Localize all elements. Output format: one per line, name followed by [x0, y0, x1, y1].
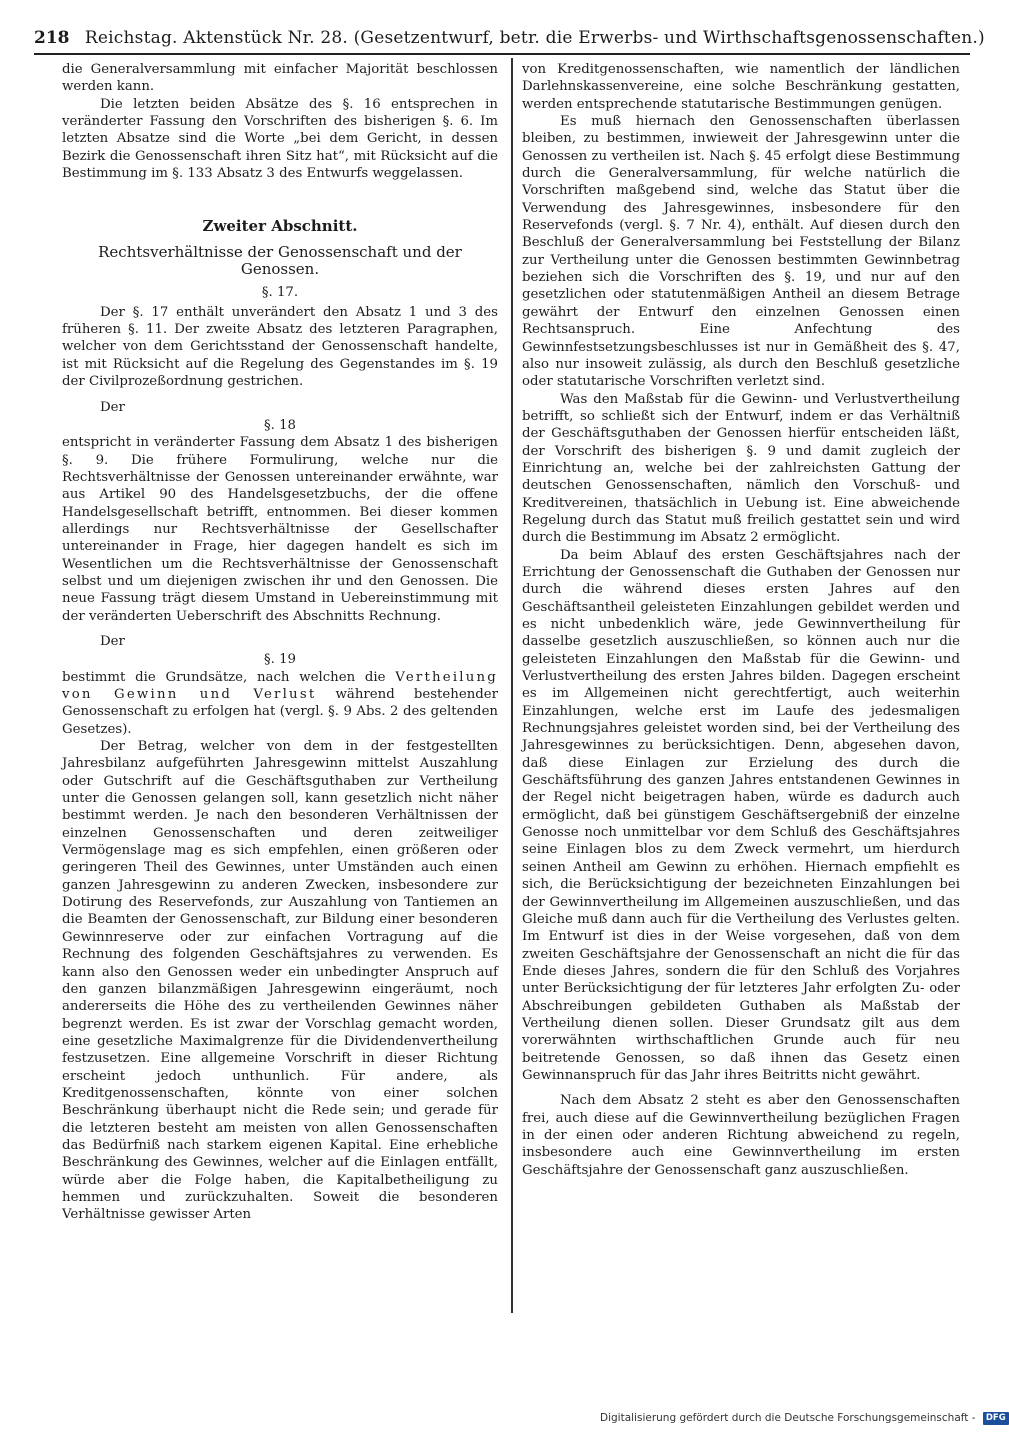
paragraph: von Kreditgenossenschaften, wie namentlich der ländlichen Darlehnskassenvereine, eine solche Beschränkung gestatten, werden entsprechende statutarische Bestimmungen genügen.: [522, 62, 960, 112]
page-number: 218: [34, 28, 70, 48]
left-column: [62, 61, 498, 1224]
part-subtitle: Rechtsverhältnisse der Genossenschaft und der Genossen.: [98, 242, 462, 279]
paragraph: die Generalversammlung mit einfacher Majorität beschlossen werden kann.: [62, 62, 498, 95]
paragraph: Was den Maßstab für die Gewinn- und Verlustvertheilung betrifft, so schließt sich der Entwurf, indem er das Verhältniß der Geschäftsguthaben der Genossen hierfür entscheiden läßt, der Vorschrift des bisherigen §. 9 und damit zugleich der Einrichtung an, welche bei der zahlreichsten Gattung der deutschen Genossenschaften, nämlich den Vorschuß- und Kreditvereinen, thatsächlich in Uebung ist. Eine abweichende Regelung durch das Statut muß freilich gestattet sein und wird durch die Bestimmung im Absatz 2 ermöglicht.: [522, 391, 960, 546]
running-head-title: Reichstag. Aktenstück Nr. 28. (Gesetzentwurf, betr. die Erwerbs- und Wirthschaftsgenossenschaften.): [84, 28, 985, 48]
section-heading-18: §. 18: [263, 417, 297, 433]
paragraph: Der §. 17 enthält unverändert den Absatz 1 und 3 des früheren §. 11. Der zweite Absatz des letzteren Paragraphen, welcher von dem Gerichtsstand der Genossenschaft handelte, ist mit Rücksicht auf die Regelung des Gegenstandes im §. 19 der Civilprozeßordnung gestrichen.: [62, 304, 498, 390]
section-heading-19: §. 19: [263, 652, 297, 668]
column-divider: [511, 58, 513, 1313]
paragraph: Es muß hiernach den Genossenschaften überlassen bleiben, zu bestimmen, inwieweit der Jahresgewinn unter die Genossen zu vertheilen ist. Nach §. 45 erfolgt diese Bestimmung durch die Generalversammlung, für welche natürlich die Vorschriften maßgebend sind, welche das Statut über die Verwendung des Jahresgewinnes, insbesondere für den Reservefonds (vergl. §. 7 Nr. 4), enthält. Auf diesen durch den Beschluß der Generalversammlung bei Feststellung der Bilanz zur Vertheilung unter die Genossen bestimmten Gewinnbetrag beziehen sich die Vorschriften des §. 19, und nur auf den gesetzlichen oder statutenmäßigen Antheil an diesem Betrage gewährt der Entwurf den einzelnen Genossen einen Rechtsanspruch. Eine Anfechtung des Gewinnfestsetzungsbeschlusses ist nur in Gemäßheit des §. 47, also nur insoweit zulässig, als durch den Beschluß gesetzliche oder statutarische Vorschriften verletzt sind.: [522, 114, 960, 390]
dfg-logo: DFG: [983, 1412, 1009, 1425]
text-run: während bestehender Genossenschaft zu erfolgen hat (vergl. §. 9 Abs. 2 des geltenden Gesetzes).: [62, 687, 498, 737]
digitization-credit: [600, 1410, 1006, 1426]
paragraph: Der Betrag, welcher von dem in der festgestellten Jahresbilanz aufgeführten Jahresgewinn mittelst Auszahlung oder Gutschrift auf die Geschäftsguthaben zur Vertheilung unter die Genossen gelangen soll, kann gesetzlich nicht näher bestimmt werden. Je nach den besonderen Verhältnissen der einzelnen Genossenschaften und deren zeitweiliger Vermögenslage mag es sich empfehlen, einen größeren oder geringeren Theil des Gewinnes, unter Umständen auch einen ganzen Jahresgewinn zu anderen Zwecken, insbesondere zur Dotirung des Reservefonds, zur Auszahlung von Tantiemen an die Beamten der Genossenschaft, zur Bildung einer besonderen Gewinnreserve oder zur einfachen Vortragung auf die Rechnung des folgenden Geschäftsjahres zu verwenden. Es kann also den Genossen weder ein unbedingter Anspruch auf den ganzen bilanzmäßigen Jahresgewinn eingeräumt, noch andererseits die Höhe des zu vertheilenden Gewinnes näher begrenzt werden. Es ist zwar der Vorschlag gemacht worden, eine gesetzliche Maximalgrenze für die Dividendenvertheilung festzusetzen. Eine allgemeine Vorschrift in dieser Richtung erscheint jedoch unthunlich. Für andere, als Kreditgenossenschaften, könnte von einer solchen Beschränkung überhaupt nicht die Rede sein; und gerade für die letzteren besteht am meisten von allen Genossenschaften das Bedürfniß nach starkem eigenen Kapital. Eine erhebliche Beschränkung des Gewinnes, welcher auf die Einlagen entfällt, würde aber die Folge haben, die Kapitalbetheiligung zu hemmen und zurückzuhalten. Soweit die besonderen Verhältnisse gewisser Arten: [62, 739, 498, 1223]
paragraph: entspricht in veränderter Fassung dem Absatz 1 des bisherigen §. 9. Die frühere Formulirung, welche nur die Rechtsverhältnisse der Genossen untereinander erwähnte, war aus Artikel 90 des Handelsgesetzbuchs, der die offene Handelsgesellschaft betrifft, entnommen. Bei dieser kommen allerdings nur Rechtsverhältnisse der Gesellschafter untereinander in Frage, hier dagegen handelt es sich im Wesentlichen um die Rechtsverhältnisse der Genossenschaft selbst und um diejenigen zwischen ihr und den Genossen. Die neue Fassung trägt diesem Umstand in Uebereinstimmung mit der veränderten Ueberschrift des Abschnitts Rechnung.: [62, 435, 498, 624]
spaced-emphasis: Vertheilung von Gewinn und Verlust: [62, 669, 498, 702]
paragraph-lead-word: Der: [100, 399, 125, 415]
text-run: bestimmt die Grundsätze, nach welchen die: [62, 669, 396, 685]
paragraph: Die letzten beiden Absätze des §. 16 entsprechen in veränderter Fassung den Vorschriften des bisherigen §. 6. Im letzten Absatze sind die Worte „bei dem Gericht, in dessen Bezirk die Genossenschaft ihren Sitz hat“, mit Rücksicht auf die Bestimmung im §. 133 Absatz 3 des Entwurfs weggelassen.: [62, 96, 498, 182]
section-heading-17: §. 17.: [261, 285, 299, 301]
paragraph: Nach dem Absatz 2 steht es aber den Genossenschaften frei, auch diese auf die Gewinnvertheilung bezüglichen Fragen in der einen oder anderen Richtung abweichend zu regeln, insbesondere auch eine Gewinnvertheilung im ersten Geschäftsjahre der Genossenschaft ganz auszuschließen.: [522, 1093, 960, 1178]
credit-text: Digitalisierung gefördert durch die Deutsche Forschungsgemeinschaft -: [600, 1412, 976, 1424]
paragraph: Da beim Ablauf des ersten Geschäftsjahres nach der Errichtung der Genossenschaft die Guthaben der Genossen nur durch die während dieses ersten Jahres auf den Geschäftsantheil geleisteten Einzahlungen gebildet werden und es nicht unbedenklich wäre, jede Gewinnvertheilung für dasselbe gesetzlich auszuschließen, so können auch nur die geleisteten Einzahlungen den Maßstab für die Gewinn- und Verlustvertheilung des ersten Jahres bilden. Dagegen erscheint es im Allgemeinen nicht gerechtfertigt, auch weiterhin Einzahlungen, welche erst im Laufe des jedesmaligen Rechnungsjahres geleistet worden sind, bei der Vertheilung des Jahresgewinnes zu berücksichtigen. Denn, abgesehen davon, daß diese Einlagen zur Erzielung des durch die Geschäftsführung des ganzen Jahres entstandenen Gewinnes in der Regel nicht beigetragen haben, würde es dadurch auch ermöglicht, daß bei günstigem Geschäftsergebniß der einzelne Genosse noch unmittelbar vor dem Schluß des Geschäftsjahres seine Einlagen blos zu dem Zweck vermehrt, um hierdurch seinen Antheil am Gewinn zu erhöhen. Hiernach empfiehlt es sich, die Berücksichtigung der bezeichneten Einzahlungen bei der Gewinnvertheilung im Allgemeinen auszuschließen, und das Gleiche muß dann auch für die Vertheilung des Verlustes gelten. Im Entwurf ist dies in der Weise vorgesehen, daß von dem zweiten Geschäftsjahre der Genossenschaft an nicht die für das Ende dieses Jahres, sondern die für den Schluß des Vorjahres unter Berücksichtigung der für letzteres Jahr erfolgten Zu- oder Abschreibungen gebildeten Guthaben als Maßstab der Vertheilung dienen sollen. Dieser Grundsatz gilt aus dem vorerwähnten wirthschaftlichen Grunde auch für neu beitretende Genossen, so daß ihnen das Gesetz einen Gewinnanspruch für das Jahr ihres Beitritts nicht gewährt.: [522, 547, 960, 1083]
right-column: [522, 61, 960, 1179]
part-title: Zweiter Abschnitt.: [202, 217, 358, 236]
header-rule: [34, 53, 970, 55]
running-head: [34, 26, 985, 50]
paragraph: [62, 669, 498, 738]
paragraph-lead-word: Der: [100, 633, 125, 649]
